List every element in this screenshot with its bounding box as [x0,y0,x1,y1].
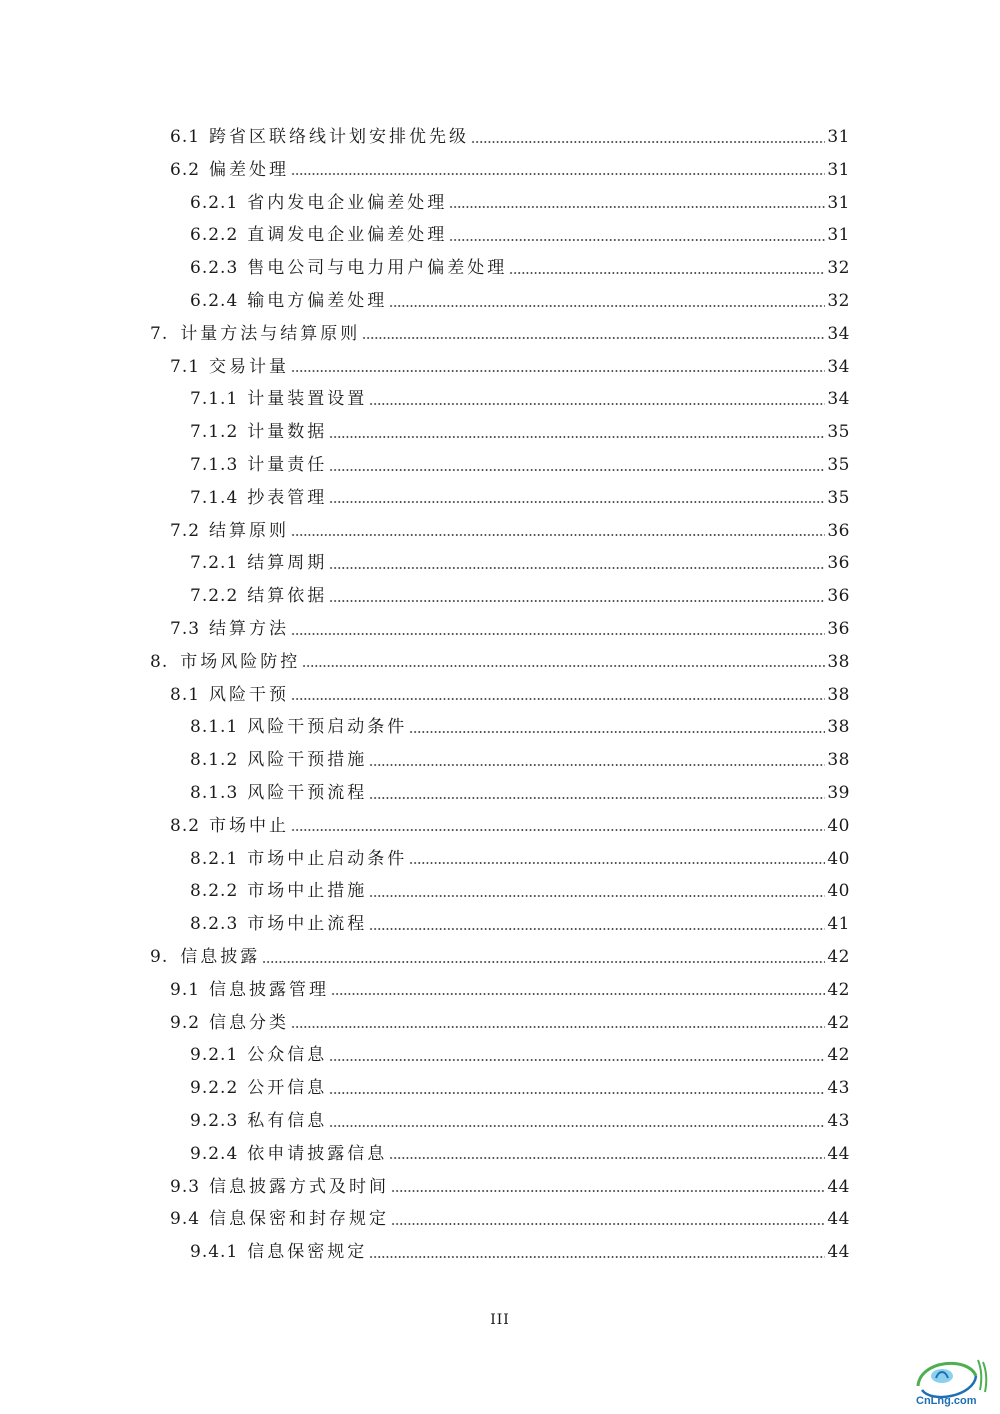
toc-entry-number: 9.4.1 [190,1242,239,1263]
toc-entry-page: 34 [827,356,850,377]
toc-entry-page: 31 [827,159,850,180]
toc-entry-number: 9.4 [170,1209,201,1230]
toc-entry-title: 依申请披露信息 [247,1143,388,1164]
toc-entry-title: 风险干预流程 [247,783,368,803]
toc-entry-title: 交易计量 [209,356,290,377]
toc-entry-title: 省内发电企业偏差处理 [247,192,448,213]
watermark-text: CnLng.com [916,1395,977,1407]
toc-entry-title: 市场中止 [209,815,290,836]
dot-leader [331,993,825,995]
dot-leader [369,764,825,766]
toc-entry-page: 40 [827,815,850,836]
dot-leader [291,633,825,635]
toc-entry[interactable] [190,1237,850,1267]
toc-entry-page: 34 [827,323,850,344]
toc-entry-number: 7.1.1 [190,389,239,410]
toc-entry-number: 7.1.2 [190,422,239,443]
dot-leader [391,1190,825,1192]
toc-entry-title: 偏差处理 [209,159,290,180]
toc-entry[interactable] [190,581,850,611]
toc-entry-page: 44 [827,1176,850,1197]
toc-entry[interactable] [170,975,850,1005]
toc-entry-page: 42 [827,947,850,967]
toc-entry[interactable] [170,516,850,546]
dot-leader [409,731,825,733]
toc-entry-number: 8.1 [170,684,201,705]
toc-entry-page: 42 [827,979,850,1000]
dot-leader [329,469,825,471]
toc-entry-page: 38 [827,651,850,672]
toc-entry-title: 结算方法 [209,619,290,639]
toc-entry-number: 8.1.3 [190,783,239,803]
toc-entry-number: 9.1 [170,979,201,1000]
toc-entry-number: 8.2.3 [190,914,239,935]
toc-entry-page: 43 [827,1078,850,1099]
toc-entry[interactable] [190,712,850,742]
toc-entry-page: 39 [827,783,850,803]
toc-entry[interactable] [190,876,850,906]
toc-entry-number: 6.2.4 [190,291,239,311]
page-number: III [490,1312,510,1328]
toc-entry[interactable] [170,122,850,152]
toc-entry[interactable] [190,188,850,218]
dot-leader [262,961,825,963]
toc-entry-page: 31 [827,192,850,213]
toc-entry-number: 7.1.3 [190,455,239,475]
toc-entry[interactable] [190,1106,850,1136]
toc-entry-page: 38 [827,717,850,738]
dot-leader [291,370,825,372]
dot-leader [329,1092,825,1094]
toc-entry[interactable] [190,220,850,250]
toc-entry-page: 34 [827,389,850,410]
toc-entry[interactable] [170,155,850,185]
toc-entry-title: 公开信息 [247,1078,328,1099]
dot-leader [389,1157,825,1159]
toc-entry[interactable] [170,1008,850,1038]
toc-entry-page: 36 [827,586,850,607]
toc-entry-number: 9.2.1 [190,1045,239,1066]
dot-leader [509,272,825,274]
toc-entry-number: 7.3 [170,619,201,639]
toc-entry-title: 售电公司与电力用户偏差处理 [247,258,508,279]
toc-entry-page: 36 [827,520,850,541]
dot-leader [391,1223,825,1225]
toc-entry-number: 6.2 [170,159,201,180]
toc-entry-number: 8.1.1 [190,717,239,738]
toc-entry[interactable] [190,844,850,874]
toc-entry-page: 44 [827,1143,850,1164]
toc-entry-page: 31 [827,127,850,147]
dot-leader [329,1125,825,1127]
toc-entry-number: 9.2.2 [190,1078,239,1099]
toc-entry-page: 36 [827,553,850,574]
toc-entry-page: 44 [827,1209,850,1230]
dot-leader [329,501,825,503]
toc-entry[interactable] [150,942,850,972]
toc-entry-page: 43 [827,1111,850,1131]
toc-entry-title: 风险干预 [209,684,290,705]
toc-entry[interactable] [190,483,850,513]
toc-entry-page: 40 [827,881,850,902]
dot-leader [362,337,825,339]
toc-entry-title: 风险干预启动条件 [247,717,408,738]
dot-leader [409,862,825,864]
toc-entry-page: 35 [827,422,850,443]
dot-leader [369,797,825,799]
toc-entry-title: 结算原则 [209,520,290,541]
toc-entry[interactable] [190,417,850,447]
toc-entry-number: 8.2.2 [190,881,239,902]
dot-leader [291,698,825,700]
toc-entry-page: 35 [827,455,850,475]
dot-leader [369,928,825,930]
toc-entry-number: 8. [150,651,169,672]
toc-entry-page: 32 [827,258,850,279]
dot-leader [329,600,825,602]
toc-entry-page: 32 [827,291,850,311]
toc-entry-number: 8.2 [170,815,201,836]
toc-entry[interactable] [170,1172,850,1202]
toc-entry-title: 公众信息 [247,1045,328,1066]
toc-entry-number: 9.2 [170,1012,201,1033]
toc-entry[interactable] [190,253,850,283]
dot-leader [291,173,825,175]
toc-entry[interactable] [170,352,850,382]
toc-entry-page: 38 [827,750,850,771]
toc-entry[interactable] [170,680,850,710]
toc-entry-number: 8.2.1 [190,848,239,869]
dot-leader [369,895,825,897]
dot-leader [449,206,825,208]
dot-leader [369,403,825,405]
dot-leader [329,1059,825,1061]
toc-entry[interactable] [190,548,850,578]
dot-leader [291,1026,825,1028]
toc-entry[interactable] [170,811,850,841]
toc-entry[interactable] [170,614,850,644]
cnlng-logo-icon [912,1346,992,1408]
toc-entry-number: 9.2.3 [190,1111,239,1131]
toc-entry-title: 计量装置设置 [247,389,368,410]
toc-entry-title: 市场中止启动条件 [247,848,408,869]
dot-leader [291,534,825,536]
toc-entry-title: 信息披露 [180,947,261,967]
toc-entry-number: 6.2.3 [190,258,239,279]
dot-leader [329,436,825,438]
toc-entry-title: 结算依据 [247,586,328,607]
toc-entry-title: 信息分类 [209,1012,290,1033]
toc-entry-title: 跨省区联络线计划安排优先级 [209,127,470,147]
toc-entry-page: 42 [827,1012,850,1033]
toc-entry-title: 市场中止流程 [247,914,368,935]
toc-entry-number: 7.1.4 [190,487,239,508]
toc-entry[interactable] [190,909,850,939]
toc-entry-title: 市场风险防控 [180,651,301,672]
toc-entry-title: 抄表管理 [247,487,328,508]
toc-entry-page: 35 [827,487,850,508]
dot-leader [329,567,825,569]
toc-entry[interactable] [190,286,850,316]
toc-entry[interactable] [190,1040,850,1070]
dot-leader [471,141,825,143]
toc-entry-number: 6.2.2 [190,225,239,246]
toc-entry[interactable] [190,384,850,414]
toc-entry-title: 信息披露方式及时间 [209,1176,390,1197]
toc-entry-number: 7.2.2 [190,586,239,607]
toc-entry-number: 7.1 [170,356,201,377]
toc-entry-title: 结算周期 [247,553,328,574]
toc-entry-number: 6.2.1 [190,192,239,213]
toc-entry[interactable] [190,1139,850,1169]
toc-entry-number: 9.2.4 [190,1143,239,1164]
toc-entry-title: 直调发电企业偏差处理 [247,225,448,246]
dot-leader [449,239,825,241]
toc-entry-title: 信息保密和封存规定 [209,1209,390,1230]
toc-entry-number: 7. [150,323,169,344]
toc-entry[interactable] [190,1073,850,1103]
toc-entry-number: 6.1 [170,127,201,147]
toc-entry-number: 9.3 [170,1176,201,1197]
toc-entry-title: 风险干预措施 [247,750,368,771]
toc-entry-page: 36 [827,619,850,639]
toc-entry[interactable] [150,647,850,677]
toc-entry-title: 计量数据 [247,422,328,443]
toc-entry-title: 私有信息 [247,1111,328,1131]
toc-entry-title: 计量责任 [247,455,328,475]
dot-leader [369,1256,825,1258]
toc-entry-number: 7.2.1 [190,553,239,574]
toc-entry[interactable] [190,450,850,480]
toc-entry-page: 42 [827,1045,850,1066]
dot-leader [389,305,825,307]
toc-entry-title: 输电方偏差处理 [247,291,388,311]
toc-entry-page: 44 [827,1242,850,1263]
dot-leader [302,665,825,667]
toc-entry-page: 38 [827,684,850,705]
toc-entry[interactable] [150,319,850,349]
toc-entry[interactable] [190,745,850,775]
toc-entry-title: 信息披露管理 [209,979,330,1000]
toc-entry-title: 信息保密规定 [247,1242,368,1263]
toc-entry-number: 8.1.2 [190,750,239,771]
toc-entry-page: 31 [827,225,850,246]
toc-entry[interactable] [190,778,850,808]
toc-entry-title: 计量方法与结算原则 [180,323,361,344]
toc-entry-title: 市场中止措施 [247,881,368,902]
toc-entry[interactable] [170,1204,850,1234]
dot-leader [291,829,825,831]
toc-entry-number: 9. [150,947,169,967]
toc-entry-page: 41 [827,914,850,935]
toc-entry-number: 7.2 [170,520,201,541]
toc-entry-page: 40 [827,848,850,869]
